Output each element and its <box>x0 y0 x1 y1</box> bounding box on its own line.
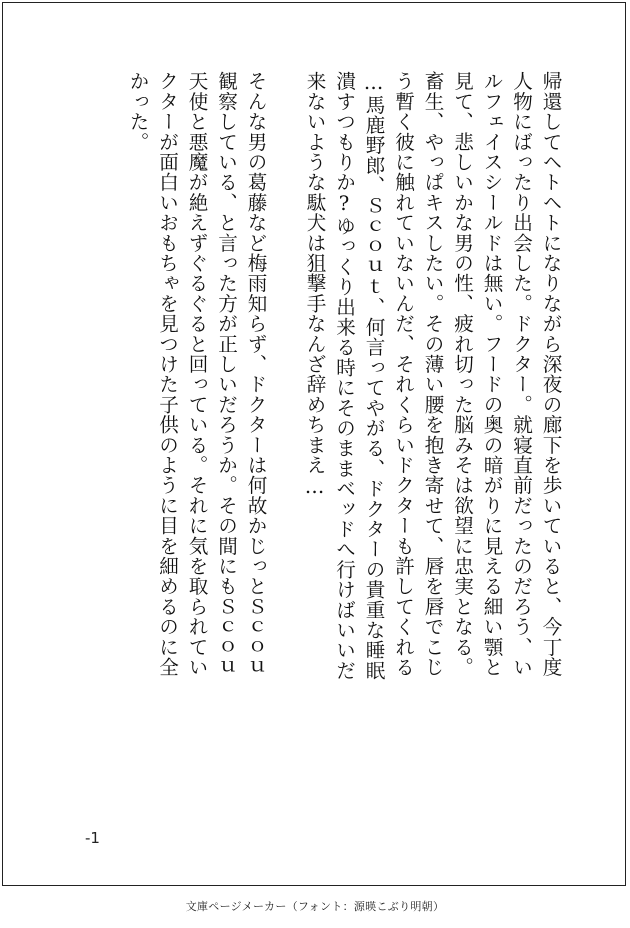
text-column: かった。 <box>126 71 149 152</box>
footer-credit: 文庫ページメーカー（フォント：源暎こぶり明朝） <box>185 900 445 913</box>
text-column: クターが面白いおもちゃを見つけた子供のように目を細めるのに全 <box>155 71 179 677</box>
vertical-text-body <box>65 71 565 691</box>
text-column: 人物にばったり出会した。ドクター。就寝直前だったのだろう、い <box>509 71 533 677</box>
text-column: 潰すつもりか?ゆっくり出来る時にそのままベッドへ行けばいいだ <box>332 71 356 681</box>
text-column: そんな男の葛藤など梅雨知らず、ドクターは何故かじっとＳｃｏｕ <box>244 71 267 677</box>
text-column: ルフェイスシールドは無い。フードの奥の暗がりに見える細い顎と <box>480 71 503 677</box>
text-column: う暫く彼に触れていないんだ、それくらいドクターも許してくれる <box>391 71 415 677</box>
text-column: 天使と悪魔が絶えずぐるぐると回っている。それに気を取られてい <box>185 71 208 677</box>
text-column: 帰還してヘトヘトになりながら深夜の廊下を歩いていると、今丁度 <box>539 71 562 677</box>
text-column: 来ないような駄犬は狙撃手なんざ辞めちまえ… <box>303 71 326 499</box>
text-column: 畜生、やっぱキスしたい。その薄い腰を抱き寄せて、唇を唇でこじ <box>421 71 444 677</box>
paragraph-gap <box>270 71 300 691</box>
page-number: -1 <box>85 829 100 847</box>
text-column: …馬鹿野郎、Ｓｃｏｕｔ、何言ってやがる、ドクターの貴重な睡眠 <box>362 71 385 681</box>
manuscript-page <box>2 2 626 886</box>
text-column: 見て、悲しいかな男の性、疲れ切った脳みそは欲望に忠実となる。 <box>450 71 474 677</box>
text-column: 観察している、と言った方が正しいだろうか。その間にもＳｃｏｕ <box>214 71 238 677</box>
